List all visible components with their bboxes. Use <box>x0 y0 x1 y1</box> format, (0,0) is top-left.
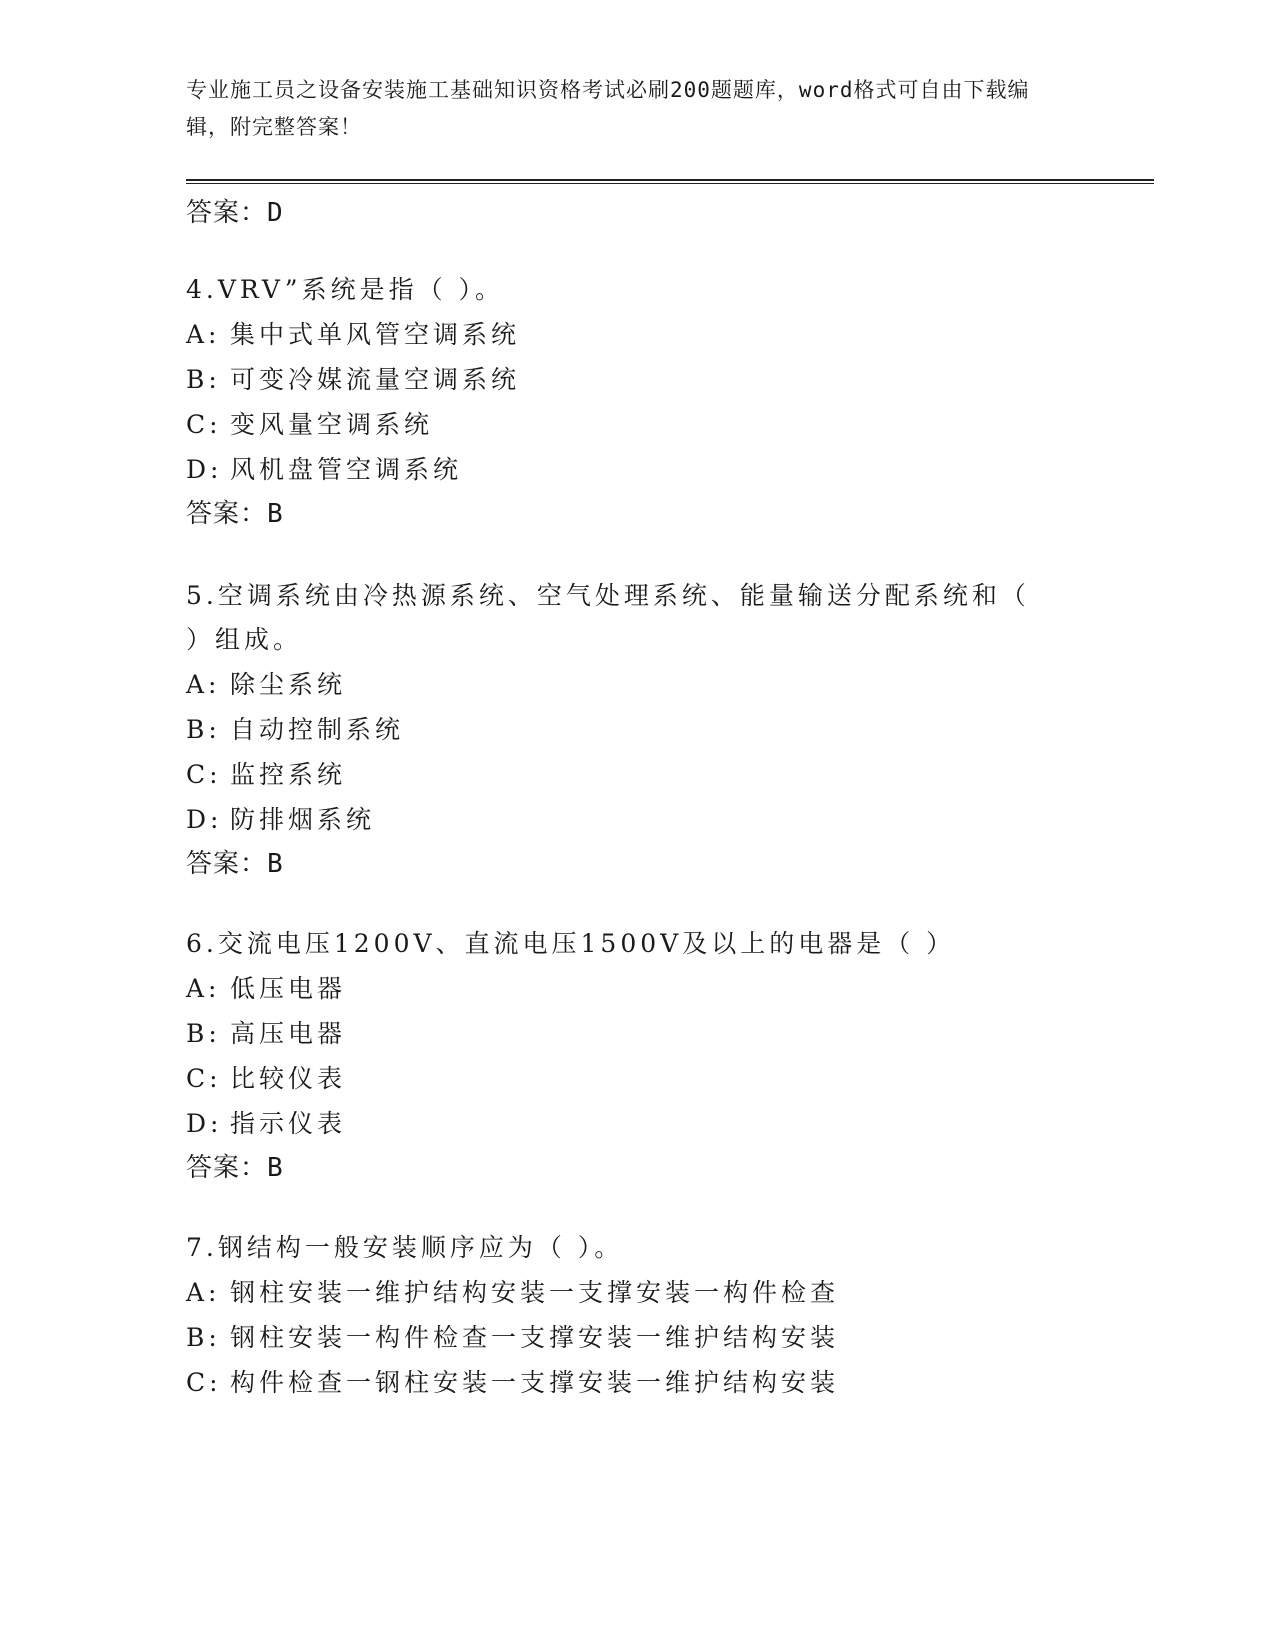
option-a <box>186 662 1046 707</box>
option-text: 变风量空调系统 <box>230 410 434 439</box>
answer-value: B <box>267 499 284 529</box>
option-c <box>186 1056 1066 1101</box>
option-text: 除尘系统 <box>230 670 347 699</box>
answer-value: B <box>267 1153 284 1183</box>
option-text: 低压电器 <box>230 974 347 1003</box>
option-text: 防排烟系统 <box>230 805 376 834</box>
answer-label: 答案： <box>186 198 268 228</box>
option-letter: D: <box>186 455 223 484</box>
option-a <box>186 1270 1066 1315</box>
option-text: 钢柱安装一构件检查一支撑安装一维护结构安装 <box>230 1323 840 1352</box>
option-text: 构件检查一钢柱安装一支撑安装一维护结构安装 <box>230 1368 840 1397</box>
option-d <box>186 797 1046 842</box>
answer-line <box>186 842 1046 886</box>
option-c <box>186 752 1046 797</box>
option-c <box>186 1360 1066 1405</box>
option-text: 监控系统 <box>230 760 347 789</box>
answer-label: 答案： <box>186 849 268 879</box>
option-text: 钢柱安装一维护结构安装一支撑安装一构件检查 <box>230 1278 840 1307</box>
question-stem: 7.钢结构一般安装顺序应为（ ）。 <box>186 1233 624 1262</box>
answer-label: 答案： <box>186 499 268 529</box>
option-letter: A: <box>186 670 221 699</box>
answer-line <box>186 1146 1066 1190</box>
answer-line <box>186 191 284 235</box>
option-letter: C: <box>186 410 222 439</box>
question-5 <box>186 574 1046 886</box>
option-letter: A: <box>186 974 221 1003</box>
header-text: 专业施工员之设备安装施工基础知识资格考试必刷200题题库，word格式可自由下载编辑，附完整答案！ <box>186 78 1030 139</box>
header-divider <box>186 179 1154 184</box>
option-b <box>186 707 1046 752</box>
answer-line <box>186 492 1066 536</box>
document-page <box>186 0 1146 1650</box>
option-letter: D: <box>186 1109 223 1138</box>
option-b <box>186 1011 1066 1056</box>
question-stem: 5.空调系统由冷热源系统、空气处理系统、能量输送分配系统和（ ）组成。 <box>186 581 1030 654</box>
option-letter: B: <box>186 1019 221 1048</box>
answer-value: D <box>267 198 284 228</box>
option-d <box>186 447 1066 492</box>
answer-label: 答案： <box>186 1153 268 1183</box>
option-text: 集中式单风管空调系统 <box>230 320 521 349</box>
option-letter: A: <box>186 1278 221 1307</box>
option-letter: B: <box>186 715 221 744</box>
option-c <box>186 402 1066 447</box>
option-letter: B: <box>186 1323 221 1352</box>
option-letter: C: <box>186 1064 222 1093</box>
option-b <box>186 357 1066 402</box>
option-text: 指示仪表 <box>230 1109 347 1138</box>
question-4 <box>186 268 1066 536</box>
option-text: 可变冷媒流量空调系统 <box>230 365 521 394</box>
option-d <box>186 1101 1066 1146</box>
option-a <box>186 312 1066 357</box>
option-letter: C: <box>186 760 222 789</box>
answer-value: B <box>267 849 284 879</box>
question-stem: 4.VRV”系统是指（ ）。 <box>186 275 505 304</box>
question-6 <box>186 922 1066 1190</box>
option-text: 比较仪表 <box>230 1064 347 1093</box>
option-letter: B: <box>186 365 221 394</box>
option-text: 风机盘管空调系统 <box>230 455 463 484</box>
document-header <box>186 72 1066 146</box>
question-7 <box>186 1226 1066 1405</box>
option-letter: D: <box>186 805 223 834</box>
question-stem: 6.交流电压1200V、直流电压1500V及以上的电器是（ ） <box>186 929 956 958</box>
option-letter: C: <box>186 1368 222 1397</box>
option-b <box>186 1315 1066 1360</box>
option-letter: A: <box>186 320 221 349</box>
option-a <box>186 966 1066 1011</box>
option-text: 自动控制系统 <box>230 715 405 744</box>
option-text: 高压电器 <box>230 1019 347 1048</box>
